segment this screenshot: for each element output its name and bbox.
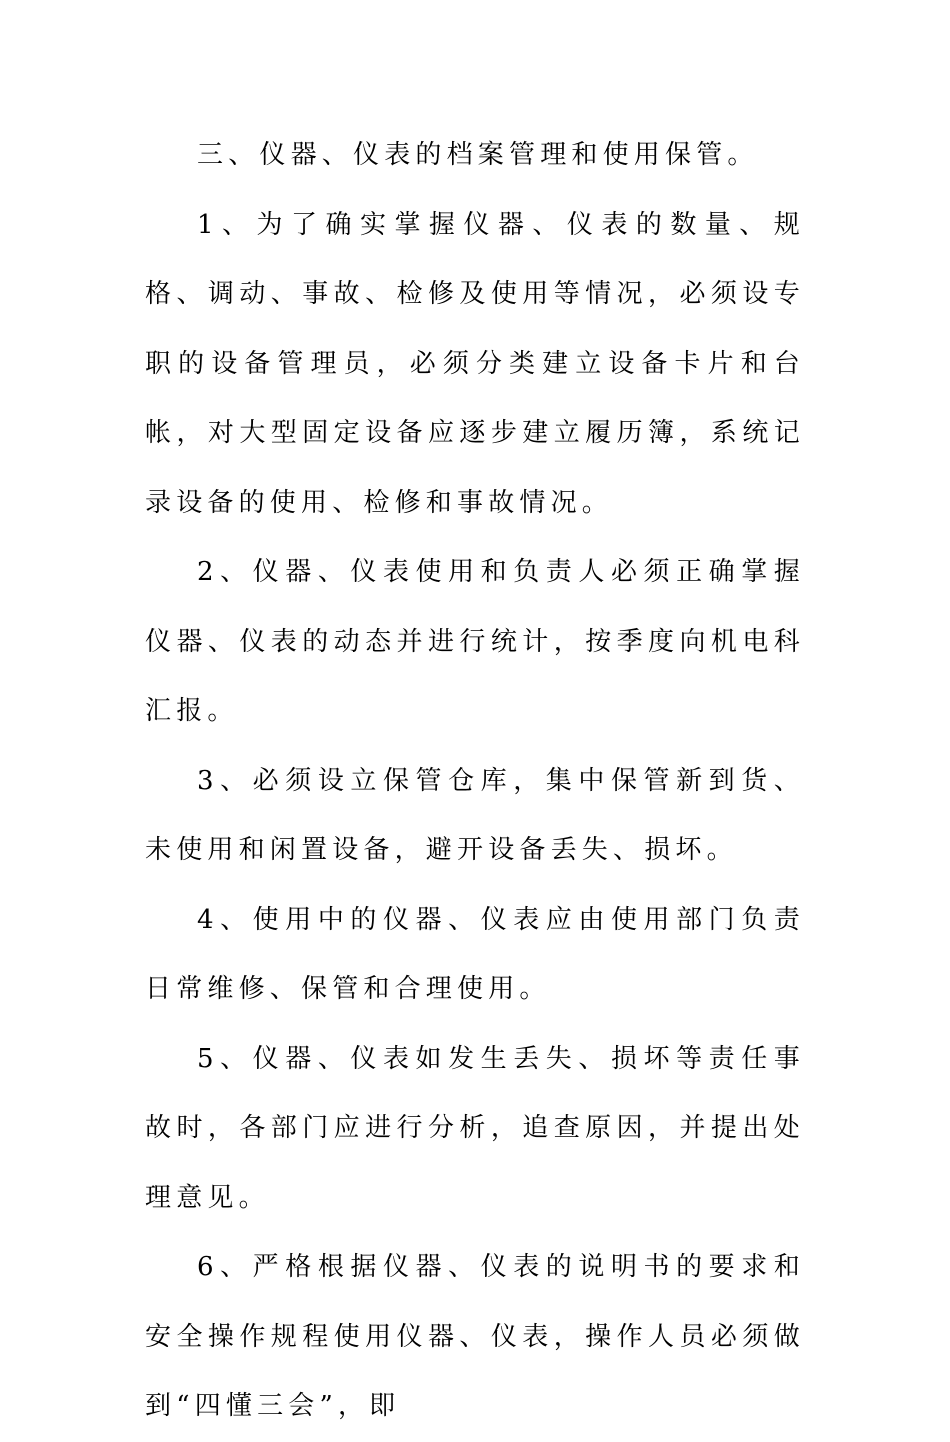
section-heading: 三、仪器、仪表的档案管理和使用保管。 <box>197 140 759 170</box>
paragraph-3: 3、必须设立保管仓库，集中保管新到货、未使用和闲置设备，避开设备丢失、损坏。 <box>145 765 805 865</box>
paragraph-1: 1、为了确实掌握仪器、仪表的数量、规格、调动、事故、检修及使用等情况，必须设专职的设备管理员，必须分类建立设备卡片和台帐，对大型固定设备应逐步建立履历簿，系统记录设备的使用、检修和事故情况。 <box>145 209 805 518</box>
paragraph-2: 2、仪器、仪表使用和负责人必须正确掌握仪器、仪表的动态并进行统计，按季度向机电科汇报。 <box>145 557 805 726</box>
paragraph-5: 5、仪器、仪表如发生丢失、损坏等责任事故时，各部门应进行分析，追查原因，并提出处理意见。 <box>145 1043 805 1213</box>
document-body <box>145 121 805 1442</box>
paragraph-4: 4、使用中的仪器、仪表应由使用部门负责日常维修、保管和合理使用。 <box>145 904 805 1004</box>
paragraph-6: 6、严格根据仪器、仪表的说明书的要求和安全操作规程使用仪器、仪表，操作人员必须做到“四懂三会”，即 <box>145 1252 805 1421</box>
